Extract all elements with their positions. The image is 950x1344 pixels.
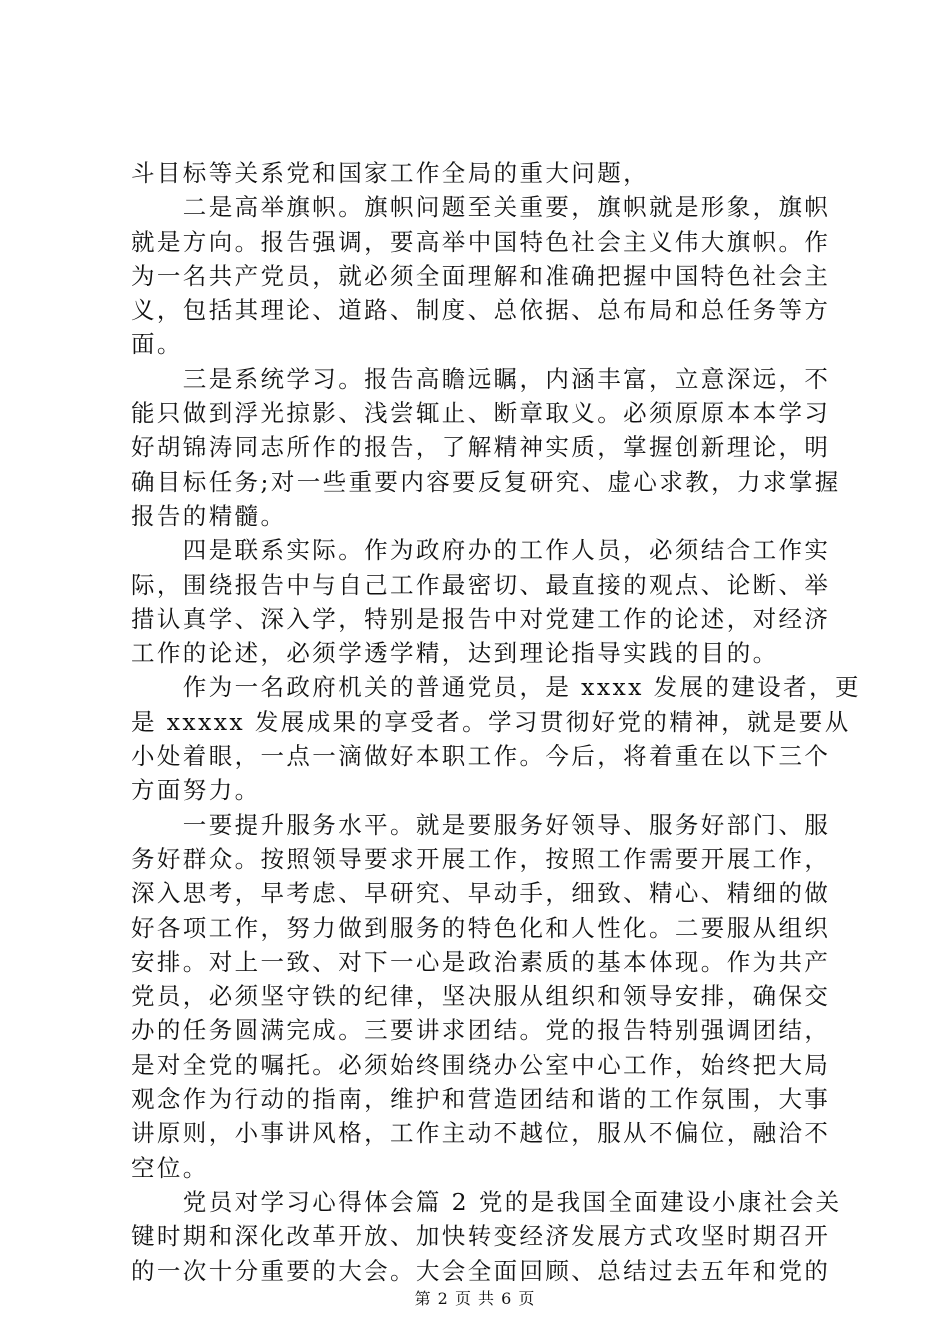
text-line: 工作的论述，必须学透学精，达到理论指导实践的目的。 xyxy=(131,639,779,668)
text-line: 确目标任务;对一些重要内容要反复研究、虚心求教，力求掌握 xyxy=(131,467,841,496)
text-line: 党员，必须坚守铁的纪律，坚决服从组织和领导安排，确保交 xyxy=(131,982,831,1011)
text-line: 空位。 xyxy=(131,1153,209,1182)
text-line: 四是联系实际。作为政府办的工作人员，必须结合工作实 xyxy=(131,536,831,565)
page-number-footer: 第 2 页 共 6 页 xyxy=(414,1289,536,1308)
text-line: 报告的精髓。 xyxy=(131,501,287,530)
text-line: 作为一名政府机关的普通党员，是 xxxx 发展的建设者，更 xyxy=(131,673,861,702)
text-line: 小处着眼，一点一滴做好本职工作。今后，将着重在以下三个 xyxy=(131,742,831,771)
text-line: 办的任务圆满完成。三要讲求团结。党的报告特别强调团结， xyxy=(131,1016,831,1045)
text-line: 好各项工作，努力做到服务的特色化和人性化。二要服从组织 xyxy=(131,913,831,942)
text-line: 三是系统学习。报告高瞻远瞩，内涵丰富，立意深远，不 xyxy=(131,364,831,393)
text-line: 方面努力。 xyxy=(131,776,261,805)
text-line: 好胡锦涛同志所作的报告，了解精神实质，掌握创新理论，明 xyxy=(131,433,831,462)
text-line: 安排。对上一致、对下一心是政治素质的基本体现。作为共产 xyxy=(131,947,831,976)
text-line: 斗目标等关系党和国家工作全局的重大问题， xyxy=(131,159,649,187)
text-line: 际，围绕报告中与自己工作最密切、最直接的观点、论断、举 xyxy=(131,570,831,599)
text-line: 是 xxxxx 发展成果的享受者。学习贯彻好党的精神，就是要从 xyxy=(131,707,851,736)
text-line: 讲原则，小事讲风格，工作主动不越位，服从不偏位，融洽不 xyxy=(131,1119,831,1148)
text-line: 义，包括其理论、道路、制度、总依据、总布局和总任务等方 xyxy=(131,296,831,325)
text-line: 观念作为行动的指南，维护和营造团结和谐的工作氛围，大事 xyxy=(131,1085,831,1114)
text-line: 为一名共产党员，就必须全面理解和准确把握中国特色社会主 xyxy=(131,261,831,290)
text-line: 务好群众。按照领导要求开展工作，按照工作需要开展工作， xyxy=(131,844,831,873)
text-line: 能只做到浮光掠影、浅尝辄止、断章取义。必须原原本本学习 xyxy=(131,399,831,428)
text-line: 就是方向。报告强调，要高举中国特色社会主义伟大旗帜。作 xyxy=(131,227,831,256)
text-line: 深入思考，早考虑、早研究、早动手，细致、精心、精细的做 xyxy=(131,879,831,908)
text-line: 党员对学习心得体会篇 2 党的是我国全面建设小康社会关 xyxy=(131,1187,842,1216)
text-line: 一要提升服务水平。就是要服务好领导、服务好部门、服 xyxy=(131,810,831,839)
document-body xyxy=(131,156,861,1288)
text-line: 键时期和深化改革开放、加快转变经济发展方式攻坚时期召开 xyxy=(131,1222,831,1251)
text-line: 措认真学、深入学，特别是报告中对党建工作的论述，对经济 xyxy=(131,604,831,633)
text-line: 是对全党的嘱托。必须始终围绕办公室中心工作，始终把大局 xyxy=(131,1050,831,1079)
text-line: 面。 xyxy=(131,330,183,359)
text-line: 的一次十分重要的大会。大会全面回顾、总结过去五年和党的 xyxy=(131,1256,831,1285)
text-line: 二是高举旗帜。旗帜问题至关重要，旗帜就是形象，旗帜 xyxy=(131,193,831,222)
